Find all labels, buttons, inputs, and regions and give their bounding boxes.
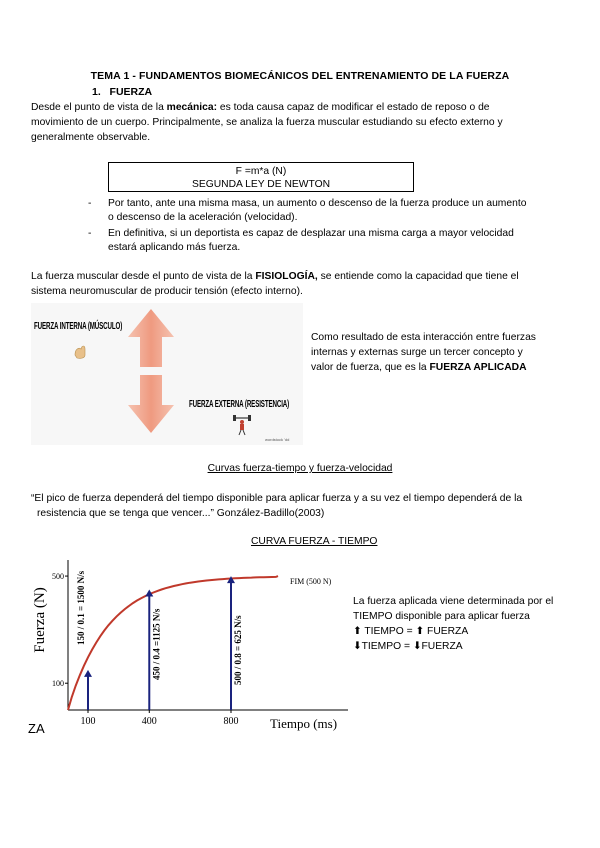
- annotation-label: 500 / 0.8 = 625 N/s: [233, 615, 243, 685]
- x-axis-label: Tiempo (ms): [270, 716, 338, 731]
- annotation-label: 450 / 0.4 =1125 N/s: [151, 608, 162, 680]
- bullet-line: estará aplicando más fuerza.: [108, 242, 241, 253]
- page-title: TEMA 1 - FUNDAMENTOS BIOMECÁNICOS DEL ENTRENAMIENTO DE LA FUERZA: [90, 70, 510, 82]
- y-tick-label: 100: [52, 679, 64, 689]
- applied-force-text: [311, 330, 581, 375]
- force-arrows-graphic: [31, 303, 303, 445]
- bullet-dash: -: [88, 228, 92, 239]
- bullet-dash: -: [88, 198, 92, 209]
- applied-line-3: valor de fuerza, que es la: [311, 362, 430, 373]
- note-line-2: TIEMPO disponible para aplicar fuerza: [353, 611, 530, 622]
- section-title: FUERZA: [109, 86, 153, 98]
- applied-bold: FUERZA APLICADA: [429, 362, 527, 373]
- physiology-line-2: sistema neuromuscular de producir tensión (efecto interno).: [31, 286, 303, 297]
- physiology-text: La fuerza muscular desde el punto de vista de la: [31, 271, 256, 282]
- physiology-paragraph: [31, 269, 576, 299]
- applied-line-2: internas y externas surge un tercer concepto y: [311, 347, 523, 358]
- section-heading: [92, 86, 152, 98]
- quote-line-1: “El pico de fuerza dependerá del tiempo disponible para aplicar fuerza y a su vez el tiempo dependerá de la: [31, 493, 523, 504]
- section-number: 1.: [92, 86, 101, 98]
- applied-line-1: Como resultado de esta interacción entre fuerzas: [311, 332, 536, 343]
- y-axis-label: Fuerza (N): [32, 587, 48, 653]
- arrow-up-icon: ⬆: [353, 626, 362, 637]
- up-arrow-icon: [128, 309, 174, 367]
- force-figure: [31, 303, 303, 445]
- bullet-line: o descenso de la aceleración (velocidad).: [108, 212, 298, 223]
- quote-line-2: resistencia que se tenga que vencer...” González-Badillo(2003): [37, 508, 325, 519]
- physiology-bold: FISIOLOGÍA,: [255, 271, 318, 282]
- y-tick-label: 500: [52, 572, 64, 582]
- stray-text: ZA: [28, 721, 45, 736]
- formula-name: SEGUNDA LEY DE NEWTON: [191, 179, 331, 190]
- bullet-item: [88, 197, 568, 225]
- chart-note: [353, 594, 583, 654]
- force-curve: [68, 576, 278, 710]
- bullet-item: [88, 227, 568, 255]
- x-tick-label: 800: [223, 716, 239, 727]
- external-force-label: FUERZA EXTERNA (RESISTENCIA): [189, 399, 290, 410]
- quote-paragraph: [31, 491, 581, 521]
- annotation-arrow-head: [84, 670, 92, 677]
- physiology-text-2: se entiende como la capacidad que tiene el: [317, 271, 519, 282]
- intro-line-3: generalmente observable.: [31, 132, 151, 143]
- bullet-line: Por tanto, ante una misma masa, un aumento o descenso de la fuerza produce un aumento: [108, 198, 527, 209]
- x-tick-label: 400: [141, 716, 157, 727]
- note-rule-2: ⬇TIEMPO = ⬇FUERZA: [353, 641, 463, 652]
- force-time-chart: [28, 550, 353, 740]
- intro-bold: mecánica:: [166, 102, 218, 113]
- x-tick-label: 100: [80, 716, 96, 727]
- note-line-1: La fuerza aplicada viene determinada por el: [353, 596, 554, 607]
- curves-heading: Curvas fuerza-tiempo y fuerza-velocidad: [207, 463, 393, 474]
- note-rule-1: TIEMPO = ⬆ FUERZA: [364, 626, 469, 637]
- flexed-arm-icon: [75, 346, 85, 358]
- weightlifter-icon: [233, 415, 251, 435]
- annotation-label: 150 / 0.1 = 1500 N/s: [76, 570, 86, 645]
- chart-heading: CURVA FUERZA - TIEMPO: [251, 536, 378, 547]
- down-arrow-icon: [128, 375, 174, 433]
- intro-text-2: es toda causa capaz de modificar el estado de reposo o de: [217, 102, 490, 113]
- figure-credit: wordstock 'dd: [265, 437, 290, 442]
- intro-line-2: movimiento de un cuerpo. Principalmente, se analiza la fuerza muscular estudiando su efecto externo y: [31, 117, 503, 128]
- internal-force-label: FUERZA INTERNA (MÚSCULO): [34, 321, 123, 332]
- bullet-line: En definitiva, si un deportista es capaz de desplazar una misma carga a mayor velocidad: [108, 228, 514, 239]
- formula-equation: F =m*a (N): [235, 166, 287, 177]
- formula-box: [108, 162, 414, 192]
- intro-text: Desde el punto de vista de la: [31, 102, 167, 113]
- curve-label: FIM (500 N): [290, 577, 332, 586]
- intro-paragraph: [31, 100, 576, 145]
